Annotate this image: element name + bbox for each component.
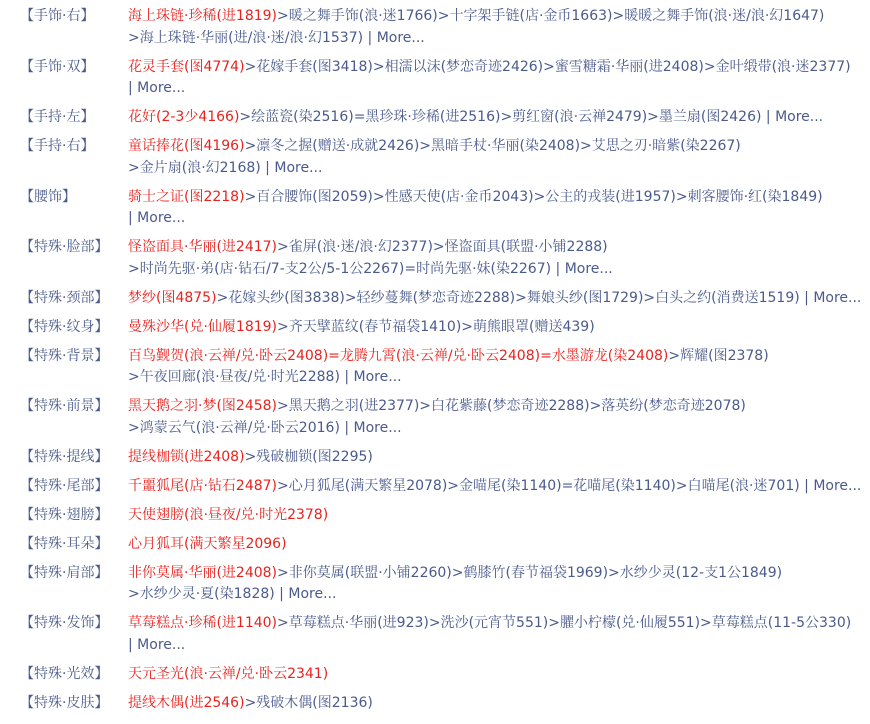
item-chain-line [128,6,860,28]
item-chain-line [128,367,860,389]
item-chain-line [128,476,861,498]
more-link[interactable]: More... [137,210,186,226]
item-chain-text: >凛冬之握(赠送·成就2426)>黑暗手杖·华丽(染2408)>艾思之刃·暗紫(染2267) [244,138,741,154]
list-item [0,57,870,100]
top-item-text: 提线枷锁(进2408) [128,448,245,465]
list-item [0,346,870,389]
category-label: 【特殊·前景】 [20,398,109,414]
item-chain-line [128,635,860,657]
item-chain-text: >时尚先驱·弟(店·钻石/7-支2公/5-1公2267)=时尚先驱·妹(染2267) | [128,260,565,277]
more-link[interactable]: More... [564,260,613,277]
category-label: 【特殊·提线】 [20,448,109,465]
top-item-text: 花好(2-3少4166) [128,109,240,125]
category-label: 【特殊·背景】 [20,347,109,364]
top-item-text: 草莓糕点·珍稀(进1140) [128,615,278,631]
item-chain-text: >雀屏(浪·迷/浪·幻2377)>怪盗面具(联盟·小铺2288) [277,239,608,255]
item-chain-text: >百合腰饰(图2059)>性感天使(店·金币2043)>公主的戎装(进1957)>刺客腰饰·红(染1849) [244,188,823,205]
item-chain [128,563,870,606]
more-link[interactable]: More... [288,586,337,602]
item-chain-text: >残破枷锁(图2295) [244,448,373,465]
item-chain-text: >水纱少灵·夏(染1828) | [128,586,289,602]
more-link[interactable]: More... [353,419,402,436]
list-item [0,237,870,280]
top-item-text: 梦纱(图4875) [128,289,217,306]
item-chain-line [128,447,860,469]
item-chain [128,664,870,686]
item-chain-text: >残破木偶(图2136) [244,694,373,711]
top-item-text: = [328,347,340,364]
top-item-text: 龙腾九霄(浪·云禅/兑·卧云2408) [339,347,541,364]
item-chain-line [128,288,861,310]
top-item-text: 水墨游龙(染2408) [551,347,669,364]
item-chain-line [128,584,860,606]
item-chain [128,476,870,498]
list-item [0,107,870,129]
more-link[interactable]: More... [353,369,402,385]
category-label: 【手持·右】 [20,138,95,154]
top-item-text: 海上珠链·珍稀(进1819) [128,8,278,24]
item-chain-text: >金片扇(浪·幻2168) | [128,159,275,176]
item-chain-line [128,136,860,158]
category-label: 【特殊·皮肤】 [20,694,109,711]
item-chain [128,187,870,230]
list-item [0,613,870,656]
more-link[interactable]: More... [274,159,323,176]
item-chain-line [128,28,860,50]
list-item [0,317,870,339]
category-label: 【特殊·耳朵】 [20,535,109,552]
item-chain-line [128,237,860,259]
item-chain-text: | [128,636,138,653]
item-chain [128,505,870,527]
category-label: 【腰饰】 [20,188,76,205]
list-item [0,563,870,606]
item-chain [128,534,870,556]
item-chain-line [128,418,860,440]
item-chain-text: >午夜回廊(浪·昼夜/兑·时光2288) | [128,369,354,385]
item-chain [128,447,870,469]
list-item [0,136,870,179]
item-chain-text: >鸿蒙云气(浪·云禅/兑·卧云2016) | [128,419,354,436]
top-item-text: 曼殊沙华(兑·仙履1819) [128,318,278,335]
item-chain-line [128,534,860,556]
top-item-text: 提线木偶(进2546) [128,694,245,711]
item-chain-line [128,563,860,585]
top-item-text: 怪盗面具·华丽(进2417) [128,239,278,255]
list-item [0,664,870,686]
item-chain [128,317,870,339]
item-chain-text: >海上珠链·华丽(进/浪·迷/浪·幻1537) | [128,29,377,46]
item-chain [128,107,870,129]
item-chain [128,237,870,280]
more-link[interactable]: More... [376,29,425,46]
item-chain-text: >花嫁头纱(图3838)>轻纱蔓舞(梦恋奇迹2288)>舞娘头纱(图1729)>白头之约(消费送1519) | [216,289,814,306]
more-link[interactable]: More... [813,477,862,494]
item-chain-text: >黑天鹅之羽(进2377)>白花紫藤(梦恋奇迹2288)>落英纷(梦恋奇迹2078) [277,398,746,414]
category-label: 【特殊·发饰】 [20,615,109,631]
list-item [0,447,870,469]
item-chain-line [128,187,860,209]
item-chain [128,693,870,715]
item-chain [128,396,870,439]
list-item [0,505,870,527]
category-label: 【手饰·右】 [20,8,95,24]
item-chain-text: | [128,210,138,226]
category-label: 【特殊·尾部】 [20,477,109,494]
item-chain-line [128,613,860,635]
top-item-text: 千噩狐尾(店·钻石2487) [128,477,278,494]
top-item-text: 黑天鹅之羽·梦(图2458) [128,398,278,414]
category-label: 【特殊·光效】 [20,665,109,682]
item-chain-line [128,317,860,339]
item-chain [128,613,870,656]
category-label: 【特殊·脸部】 [20,239,109,255]
item-chain-text: >非你莫属(联盟·小铺2260)>鹤膝竹(春节福袋1969)>水纱少灵(12-支1公1849) [277,564,783,581]
list-item [0,693,870,715]
item-chain-line [128,505,860,527]
top-item-text: 百鸟觐贺(浪·云禅/兑·卧云2408) [128,347,329,364]
top-item-text: 心月狐耳(满天繁星2096) [128,535,287,552]
item-chain-line [128,57,860,79]
item-chain-text: >齐天擘蓝纹(春节福袋1410)>萌熊眼罩(赠送439) [277,318,595,335]
top-item-text: = [540,347,552,364]
item-chain-line [128,693,860,715]
list-item [0,534,870,556]
category-label: 【特殊·纹身】 [20,318,109,335]
list-item [0,288,870,310]
top-item-text: 花灵手套(图4774) [128,58,245,75]
item-chain [128,288,870,310]
list-item [0,396,870,439]
category-label: 【手饰·双】 [20,58,95,75]
item-chain-text: >暖之舞手饰(浪·迷1766)>十字架手链(店·金币1663)>暖暖之舞手饰(浪·迷/浪·幻1647) [277,8,825,24]
item-chain [128,346,870,389]
category-label: 【特殊·翅膀】 [20,506,109,523]
item-chain [128,57,870,100]
item-chain-text: >辉耀(图2378) [668,347,769,364]
more-link[interactable]: More... [137,636,186,653]
item-chain-line [128,158,860,180]
more-link[interactable]: More... [137,80,186,96]
item-chain [128,6,870,49]
item-chain-text: >心月狐尾(满天繁星2078)>金喵尾(染1140)=花喵尾(染1140)>白喵尾(浪·迷701) | [277,477,814,494]
item-chain-text: | [128,80,138,96]
item-chain-line [128,346,860,368]
item-chain-line [128,78,860,100]
list-item [0,476,870,498]
item-chain-line [128,664,860,686]
item-chain-text: >草莓糕点·华丽(进923)>洗沙(元宵节551)>臞小柠檬(兑·仙履551)>草莓糕点(11-5公330) [277,615,852,631]
item-chain-text: >绘蓝瓷(染2516)=黑珍珠·珍稀(进2516)>剪红窗(浪·云禅2479)>墨兰扇(图2426) | [239,109,776,125]
category-label: 【特殊·颈部】 [20,289,109,306]
item-chain [128,136,870,179]
item-chain-line [128,396,860,418]
item-chain-line [128,259,860,281]
item-chain-text: >花嫁手套(图3418)>相濡以沫(梦恋奇迹2426)>蜜雪糖霜·华丽(进2408)>金叶缎带(浪·迷2377) [244,58,851,75]
top-item-text: 骑士之证(图2218) [128,188,245,205]
item-chain-line [128,208,860,230]
top-item-text: 童话捧花(图4196) [128,138,245,154]
list-item [0,187,870,230]
top-item-text: 天使翅膀(浪·昼夜/兑·时光2378) [128,506,329,523]
top-item-text: 天元圣光(浪·云禅/兑·卧云2341) [128,665,329,682]
top-item-text: 非你莫属·华丽(进2408) [128,564,278,581]
list-item [0,6,870,49]
more-link[interactable]: More... [813,289,862,306]
more-link[interactable]: More... [775,109,824,125]
category-label: 【手持·左】 [20,109,95,125]
item-chain-line [128,107,860,129]
category-label: 【特殊·肩部】 [20,564,109,581]
